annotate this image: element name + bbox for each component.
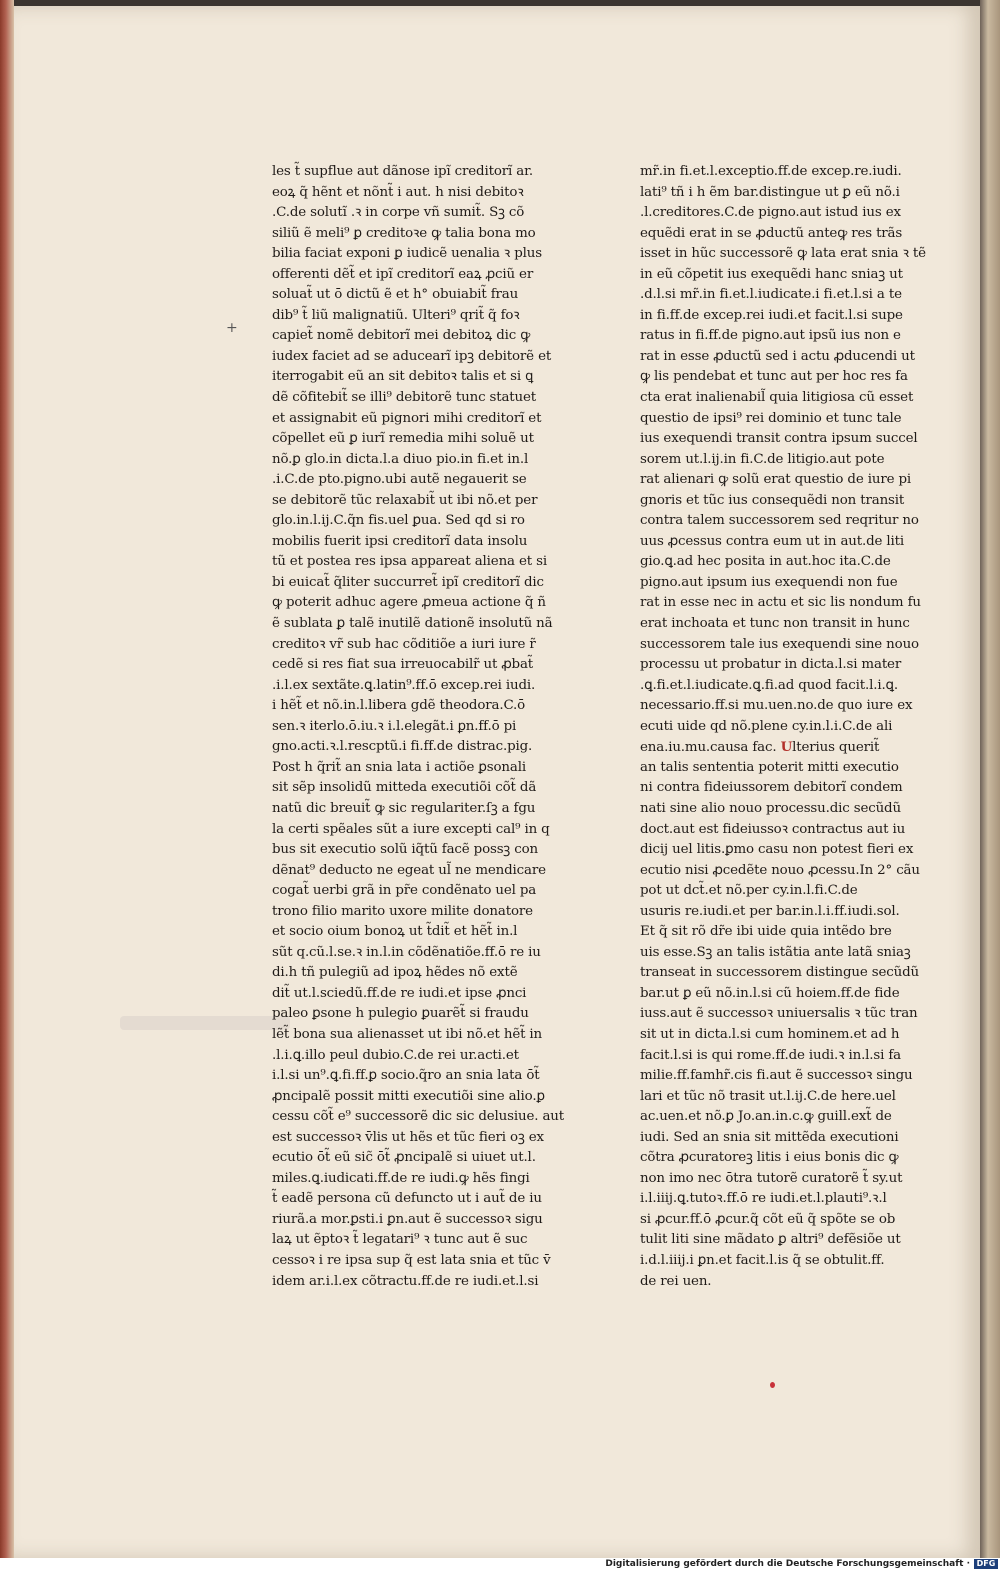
text-line: cessoꝛ i re ipsa sup q̃ est lata snia et tũc v̄ <box>272 1252 551 1268</box>
text-line: lẽt̃ bona sua alienasset ut ibi nõ.et hẽt̃ in <box>272 1026 543 1042</box>
text-line: in fi.ff.de excep.rei iudi.et facit.l.si supe <box>640 307 903 323</box>
text-line: cõtra ꝓcuratoreꝫ litis i eius bonis dic ꝙ <box>640 1150 899 1166</box>
text-line: .d.l.si mr̃.in fi.et.l.iudicate.i fi.et.l.si a te <box>640 287 902 303</box>
text-line: dẽ cõfitebit̃ se illi⁹ debitorẽ tunc statuet <box>272 390 537 406</box>
text-line: cõpellet eũ ꝑ iurĩ remedia mihi soluẽ ut <box>272 431 534 447</box>
text-line: i.l.si un⁹.ꝗ.fi.ff.ꝑ socio.q̃ro an snia lata ōt̃ <box>272 1068 540 1084</box>
text-line: sen.ꝛ iterlo.ō.iu.ꝛ i.l.elegãt.i ꝑn.ff.ō pi <box>272 718 517 734</box>
text-line: natũ dic breuit̃ ꝙ sic regulariter.ſꝫ a fgu <box>272 800 536 816</box>
text-line: .i.C.de pto.pigno.ubi autẽ negauerit se <box>272 472 527 488</box>
text-line: pot ut dct̃.et nõ.per cy.in.l.fi.C.de <box>640 883 858 899</box>
text-line: iterrogabit eũ an sit debitoꝛ talis et si ꝗ <box>272 369 534 385</box>
text-line: processu ut probatur in dicta.l.si mater <box>640 657 902 673</box>
text-line: equẽdi erat in se ꝓductũ anteꝙ res trãs <box>640 225 903 241</box>
text-line: eoꝝ q̃ hẽnt et nõnt̃ i aut. h nisi debitoꝛ <box>272 184 524 200</box>
text-line: iuss.aut ẽ successoꝛ uniuersalis ꝛ tũc tran <box>640 1006 918 1022</box>
dfg-logo: DFG <box>974 1559 998 1569</box>
text-line: cta erat inalienabil̃ quia litigiosa cũ esset <box>640 390 914 406</box>
text-line: si ꝓcur.ff.ō ꝓcur.q̃ cõt eũ q̃ spõte se ob <box>640 1211 896 1227</box>
text-line: laꝝ ut ẽptoꝛ t̃ legatari⁹ ꝛ tunc aut ẽ suc <box>272 1232 528 1248</box>
text-line: sit sẽp insolidũ mitteda executiõi cõt̃ dã <box>272 780 537 796</box>
show-through-smudge <box>120 1016 290 1030</box>
text-line: i.d.l.iiij.i ꝑn.et facit.l.is q̃ se obtulit.ff. <box>640 1252 885 1268</box>
text-line: creditoꝛ vr̃ sub hac cõditiõe a iuri iure r̃ <box>272 636 536 652</box>
text-line: se debitorẽ tũc relaxabit̃ ut ibi nõ.et per <box>272 492 538 508</box>
text-line: mr̃.in fi.et.l.exceptio.ff.de excep.re.iudi. <box>640 164 902 179</box>
text-line: glo.in.l.ij.C.q̃n fis.uel ꝑua. Sed qd si ro <box>272 513 525 529</box>
rubric-initial: U <box>780 739 793 756</box>
text-line: paleo ꝑsone h pulegio ꝑuarẽt̃ si fraudu <box>272 1006 529 1022</box>
footer-credit: Digitalisierung gefördert durch die Deutsche Forschungsgemeinschaft · <box>605 1559 970 1569</box>
text-line: lari et tũc nõ trasit ut.l.ij.C.de here.uel <box>640 1088 896 1104</box>
text-line: transeat in successorem distingue secũdũ <box>640 965 919 981</box>
text-line: isset in hũc successorẽ ꝙ lata erat snia ꝛ tẽ <box>640 246 926 262</box>
text-line: iudi. Sed an snia sit mittẽda executioni <box>640 1129 899 1145</box>
book-edge-left <box>0 0 14 1560</box>
text-line: facit.l.si is qui rome.ff.de iudi.ꝛ in.l.si fa <box>640 1047 902 1063</box>
text-line: rat in esse ꝓductũ sed i actu ꝓducendi ut <box>640 348 915 364</box>
text-line: rat alienari ꝙ solũ erat questio de iure pi <box>640 472 912 488</box>
text-line: idem ar.i.l.ex cõtractu.ff.de re iudi.et.l.si <box>272 1273 539 1289</box>
text-line: successorem tale ius exequendi sine nouo <box>640 636 919 652</box>
text-line: in eũ cõpetit ius exequẽdi hanc sniaꝫ ut <box>640 266 903 282</box>
text-line: .i.l.ex sextãte.ꝗ.latin⁹.ff.ō excep.rei iudi. <box>272 677 536 693</box>
text-line: dẽnat⁹ deducto ne egeat ul̃ ne mendicare <box>272 862 546 878</box>
text-line: capiet̃ nomẽ debitorĩ mei debitoꝝ dic ꝙ <box>272 328 531 344</box>
text-line: ratus in fi.ff.de pigno.aut ipsũ ius non e <box>640 328 901 344</box>
text-line: de rei uen. <box>640 1273 712 1289</box>
text-line: tulit liti sine mãdato ꝑ altri⁹ defẽsiõe ut <box>640 1232 901 1248</box>
text-line: gio.ꝗ.ad hec posita in aut.hoc ita.C.de <box>640 554 891 570</box>
text-line: ac.uen.et nõ.ꝑ Jo.an.in.c.ꝙ guill.ext̃ de <box>640 1109 892 1125</box>
text-line: non imo nec ōtra tutorẽ curatorẽ t̃ sy.ut <box>640 1170 903 1186</box>
text-line: Et q̃ sit rõ dr̃e ibi uide quia intẽdo bre <box>640 924 892 940</box>
text-line: soluat̃ ut ō dictũ ẽ et h° obuiabit̃ frau <box>272 287 519 303</box>
red-ink-dot <box>770 1382 775 1388</box>
text-line: ecuti uide qd nõ.plene cy.in.l.i.C.de ali <box>640 718 893 734</box>
line-text: ena.iu.mu.causa fac. <box>640 740 777 756</box>
text-line: bi euicat̃ q̃liter succurret̃ ipĩ creditorĩ dic <box>272 574 544 590</box>
text-line: la certi spẽales sũt a iure excepti cal⁹ in q <box>272 821 550 837</box>
margin-mark: + <box>226 320 238 336</box>
text-line <box>640 737 902 758</box>
book-edge-right <box>980 0 1000 1560</box>
text-line: trono filio marito uxore milite donatore <box>272 903 533 919</box>
text-line: ꝙ poterit adhuc agere ꝓmeua actione q̃ ñ <box>272 595 546 611</box>
text-line: riurã.a mor.ꝑsti.i ꝑn.aut ẽ successoꝛ sigu <box>272 1211 543 1227</box>
text-line: sorem ut.l.ij.in fi.C.de litigio.aut pote <box>640 451 885 467</box>
text-line: dit̃ ut.l.sciedũ.ff.de re iudi.et ipse ꝓnci <box>272 985 527 1001</box>
text-line: rat in esse nec in actu et sic lis nondum fu <box>640 595 921 611</box>
text-line: cedẽ si res fiat sua irreuocabilr̃ ut ꝓbat̃ <box>272 657 534 673</box>
text-line: ꝓncipalẽ possit mitti executiõi sine alio.ꝑ <box>272 1088 545 1104</box>
text-line: dib⁹ t̃ liũ malignatiũ. Ulteri⁹ qrit̃ q̃ foꝛ <box>272 307 520 323</box>
text-line: lati⁹ tñ i h ẽm bar.distingue ut ꝑ eũ nõ.i <box>640 184 900 200</box>
text-line: miles.ꝗ.iudicati.ff.de re iudi.ꝙ hẽs fingi <box>272 1170 530 1186</box>
text-line: questio de ipsi⁹ rei dominio et tunc tale <box>640 410 902 426</box>
rubric-line-rest: lterius querit̃ <box>792 740 880 756</box>
text-line: bilia faciat exponi ꝑ iudicẽ uenalia ꝛ plus <box>272 246 542 262</box>
text-line: i hẽt̃ et nõ.in.l.libera gdẽ theodora.C.ō <box>272 698 526 714</box>
text-line: sit ut in dicta.l.si cum hominem.et ad h <box>640 1026 900 1042</box>
text-line: gnoris et tũc ius consequẽdi non transit <box>640 492 905 508</box>
right-text-column <box>640 162 926 1292</box>
text-line: cessu cõt̃ e⁹ successorẽ dic sic delusiue. aut <box>272 1109 564 1125</box>
text-line: mobilis fuerit ipsi creditorĩ data insolu <box>272 533 528 549</box>
text-line: erat inchoata et tunc non transit in hunc <box>640 616 910 632</box>
text-line: ẽ sublata ꝑ talẽ inutilẽ dationẽ insolutũ nã <box>272 616 553 632</box>
text-line: doct.aut est fideiussoꝛ contractus aut iu <box>640 821 906 837</box>
text-line: nõ.ꝑ glo.in dicta.l.a diuo pio.in fi.et in.l <box>272 451 529 467</box>
text-line: .l.i.ꝗ.illo peul dubio.C.de rei ur.acti.et <box>272 1047 519 1063</box>
text-line: ius exequendi transit contra ipsum succel <box>640 431 918 447</box>
text-line: .l.creditores.C.de pigno.aut istud ius ex <box>640 205 901 221</box>
text-line: tũ et postea res ipsa appareat aliena et si <box>272 554 547 570</box>
text-line: ni contra fideiussorem debitorĩ condem <box>640 780 903 796</box>
text-line: est successoꝛ v̄lis ut hẽs et tũc fieri oꝫ ex <box>272 1129 544 1145</box>
text-line: usuris re.iudi.et per bar.in.l.i.ff.iudi.sol. <box>640 903 900 919</box>
text-line: et assignabit eũ pignori mihi creditorĩ et <box>272 410 542 426</box>
text-line: siliũ ẽ meli⁹ ꝑ creditoꝛe ꝙ talia bona mo <box>272 225 536 241</box>
text-line: Post h q̃rit̃ an snia lata i actiõe ꝑsonali <box>272 759 526 775</box>
text-line: ecutio nisi ꝓcedẽte nouo ꝓcessu.In 2° cãu <box>640 862 920 878</box>
text-line: nati sine alio nouo processu.dic secũdũ <box>640 800 901 816</box>
text-line: sũt q.cũ.l.se.ꝛ in.l.in cõdẽnatiõe.ff.ō re iu <box>272 944 541 960</box>
text-line: cogat̃ uerbi grã in pr̃e condẽnato uel pa <box>272 883 537 899</box>
left-text-column <box>272 162 564 1292</box>
text-line: milie.ff.famhr̃.cis fi.aut ẽ successoꝛ singu <box>640 1068 913 1084</box>
text-line: dicij uel litis.ꝑmo casu non potest fieri ex <box>640 842 914 858</box>
text-line: ecutio ōt̃ eũ sic̃ ōt̃ ꝓncipalẽ si uiuet ut.l. <box>272 1150 536 1166</box>
text-line: bar.ut ꝑ eũ nõ.in.l.si cũ hoiem.ff.de fide <box>640 985 900 1001</box>
text-line: contra talem successorem sed reqritur no <box>640 513 919 529</box>
text-line: uus ꝓcessus contra eum ut in aut.de liti <box>640 533 905 549</box>
text-line: an talis sententia poterit mitti executio <box>640 759 899 775</box>
text-line: .C.de solutĩ .ꝛ in corpe vñ sumit̃. Sꝫ cõ <box>272 205 525 221</box>
text-line: i.l.iiij.ꝗ.tutoꝛ.ff.ō re iudi.et.l.plauti⁹.ꝛ.l <box>640 1191 887 1207</box>
text-line: gno.acti.ꝛ.l.rescptũ.i fi.ff.de distrac.pig. <box>272 739 533 755</box>
text-line: .ꝗ.fi.et.l.iudicate.ꝗ.fi.ad quod facit.l.i.ꝗ. <box>640 677 899 693</box>
text-line: offerenti dẽt̃ et ipĩ creditorĩ eaꝝ ꝓciũ er <box>272 266 534 282</box>
text-line: uis esse.Sꝫ an talis istãtia ante latã sniaꝫ <box>640 944 911 960</box>
text-line: t̃ eadẽ persona cũ defuncto ut i aut̃ de iu <box>272 1191 542 1207</box>
text-line: bus sit executio solũ iq̃tũ facẽ possꝫ con <box>272 842 538 858</box>
text-line: pigno.aut ipsum ius exequendi non fue <box>640 574 898 590</box>
text-line: et socio oium bonoꝝ ut t̃dit̃ et hẽt̃ in.l <box>272 924 518 940</box>
text-line: di.h tñ pulegiũ ad ipoꝝ hẽdes nõ extẽ <box>272 965 518 981</box>
text-line: les t̃ supflue aut dãnose ipĩ creditorĩ ar. <box>272 164 533 179</box>
text-line: iudex faciet ad se aducearĩ ipꝫ debitorẽ et <box>272 348 552 364</box>
text-line: ꝙ lis pendebat et tunc aut per hoc res fa <box>640 369 908 385</box>
text-line: necessario.ff.si mu.uen.no.de quo iure ex <box>640 698 913 714</box>
digitization-footer <box>0 1558 1000 1570</box>
